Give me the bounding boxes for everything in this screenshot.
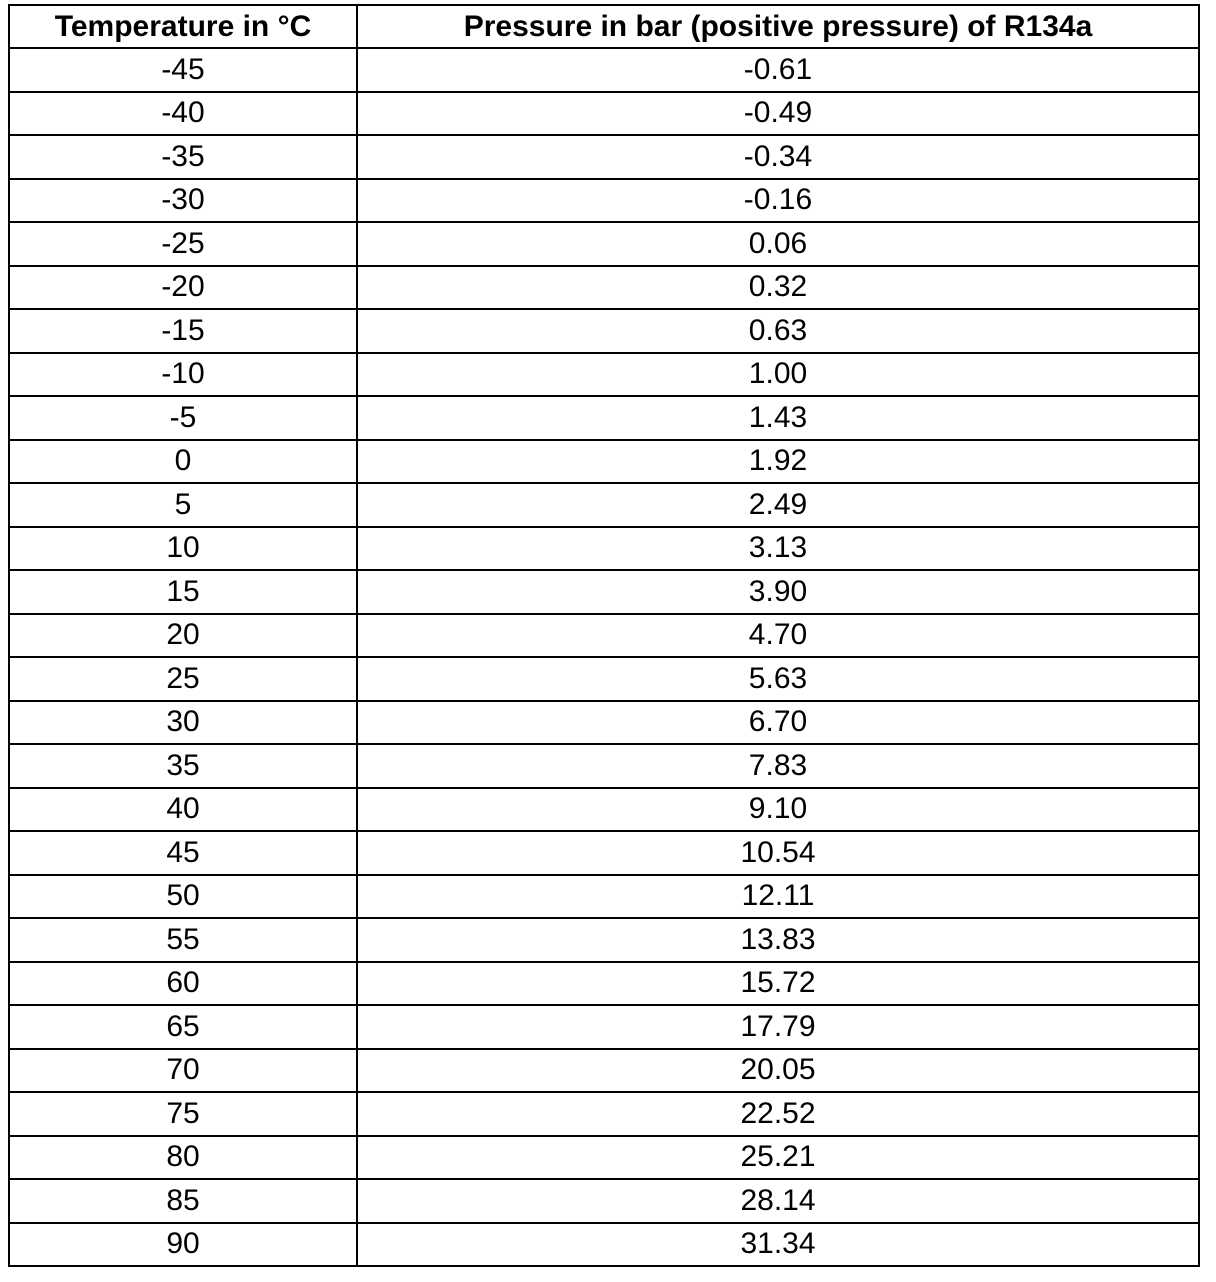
pressure-cell: 2.49 xyxy=(357,483,1199,527)
temperature-cell: 90 xyxy=(9,1223,357,1267)
table-row xyxy=(9,875,1199,919)
pressure-cell: 3.13 xyxy=(357,527,1199,571)
table-row xyxy=(9,1005,1199,1049)
pressure-cell: 15.72 xyxy=(357,962,1199,1006)
pressure-cell: 17.79 xyxy=(357,1005,1199,1049)
pressure-cell: 7.83 xyxy=(357,744,1199,788)
temperature-cell: 60 xyxy=(9,962,357,1006)
temperature-column-header: Temperature in °C xyxy=(9,5,357,48)
temperature-cell: -15 xyxy=(9,309,357,353)
pressure-cell: 0.06 xyxy=(357,222,1199,266)
table-row xyxy=(9,788,1199,832)
pressure-cell: -0.49 xyxy=(357,92,1199,136)
temperature-cell: 75 xyxy=(9,1092,357,1136)
table-row xyxy=(9,266,1199,310)
pressure-cell: 20.05 xyxy=(357,1049,1199,1093)
pressure-cell: 1.92 xyxy=(357,440,1199,484)
table-row xyxy=(9,179,1199,223)
temperature-cell: -30 xyxy=(9,179,357,223)
temperature-cell: -40 xyxy=(9,92,357,136)
temperature-cell: -25 xyxy=(9,222,357,266)
pressure-cell: -0.34 xyxy=(357,135,1199,179)
table-row xyxy=(9,614,1199,658)
header-row xyxy=(9,5,1199,48)
table-row xyxy=(9,744,1199,788)
pressure-cell: 4.70 xyxy=(357,614,1199,658)
temperature-cell: -10 xyxy=(9,353,357,397)
table-row xyxy=(9,92,1199,136)
temperature-cell: -45 xyxy=(9,48,357,92)
table-row xyxy=(9,1049,1199,1093)
temperature-cell: 85 xyxy=(9,1179,357,1223)
temperature-cell: 15 xyxy=(9,570,357,614)
pressure-cell: 1.00 xyxy=(357,353,1199,397)
temperature-cell: 55 xyxy=(9,918,357,962)
pressure-cell: 0.32 xyxy=(357,266,1199,310)
table-row xyxy=(9,918,1199,962)
pressure-cell: 12.11 xyxy=(357,875,1199,919)
pressure-column-header: Pressure in bar (positive pressure) of R134a xyxy=(357,5,1199,48)
pressure-cell: 10.54 xyxy=(357,831,1199,875)
table-row xyxy=(9,309,1199,353)
table-row xyxy=(9,222,1199,266)
table-row xyxy=(9,570,1199,614)
table-row xyxy=(9,135,1199,179)
pressure-cell: 22.52 xyxy=(357,1092,1199,1136)
pressure-cell: 25.21 xyxy=(357,1136,1199,1180)
pressure-cell: 28.14 xyxy=(357,1179,1199,1223)
temperature-cell: -20 xyxy=(9,266,357,310)
pressure-cell: 5.63 xyxy=(357,657,1199,701)
table-row xyxy=(9,396,1199,440)
table-row xyxy=(9,1179,1199,1223)
table-row xyxy=(9,1136,1199,1180)
temperature-cell: -35 xyxy=(9,135,357,179)
table-row xyxy=(9,353,1199,397)
table-row xyxy=(9,483,1199,527)
table-row xyxy=(9,440,1199,484)
pressure-cell: 3.90 xyxy=(357,570,1199,614)
temperature-cell: 5 xyxy=(9,483,357,527)
temperature-cell: 25 xyxy=(9,657,357,701)
temperature-cell: 45 xyxy=(9,831,357,875)
table-row xyxy=(9,962,1199,1006)
table-row xyxy=(9,1092,1199,1136)
temperature-cell: 40 xyxy=(9,788,357,832)
temperature-cell: 10 xyxy=(9,527,357,571)
temperature-cell: 35 xyxy=(9,744,357,788)
temperature-cell: 80 xyxy=(9,1136,357,1180)
pressure-temperature-table xyxy=(8,4,1200,1267)
pressure-cell: -0.16 xyxy=(357,179,1199,223)
pressure-cell: 9.10 xyxy=(357,788,1199,832)
table-row xyxy=(9,527,1199,571)
table-body xyxy=(9,48,1199,1266)
pressure-cell: 6.70 xyxy=(357,701,1199,745)
pressure-cell: -0.61 xyxy=(357,48,1199,92)
pressure-cell: 0.63 xyxy=(357,309,1199,353)
table-row xyxy=(9,48,1199,92)
table-row xyxy=(9,1223,1199,1267)
pressure-cell: 31.34 xyxy=(357,1223,1199,1267)
pressure-cell: 13.83 xyxy=(357,918,1199,962)
temperature-cell: 30 xyxy=(9,701,357,745)
temperature-cell: 50 xyxy=(9,875,357,919)
pressure-cell: 1.43 xyxy=(357,396,1199,440)
table-row xyxy=(9,657,1199,701)
table-row xyxy=(9,831,1199,875)
temperature-cell: 65 xyxy=(9,1005,357,1049)
temperature-cell: 0 xyxy=(9,440,357,484)
table-row xyxy=(9,701,1199,745)
temperature-cell: -5 xyxy=(9,396,357,440)
temperature-cell: 70 xyxy=(9,1049,357,1093)
temperature-cell: 20 xyxy=(9,614,357,658)
